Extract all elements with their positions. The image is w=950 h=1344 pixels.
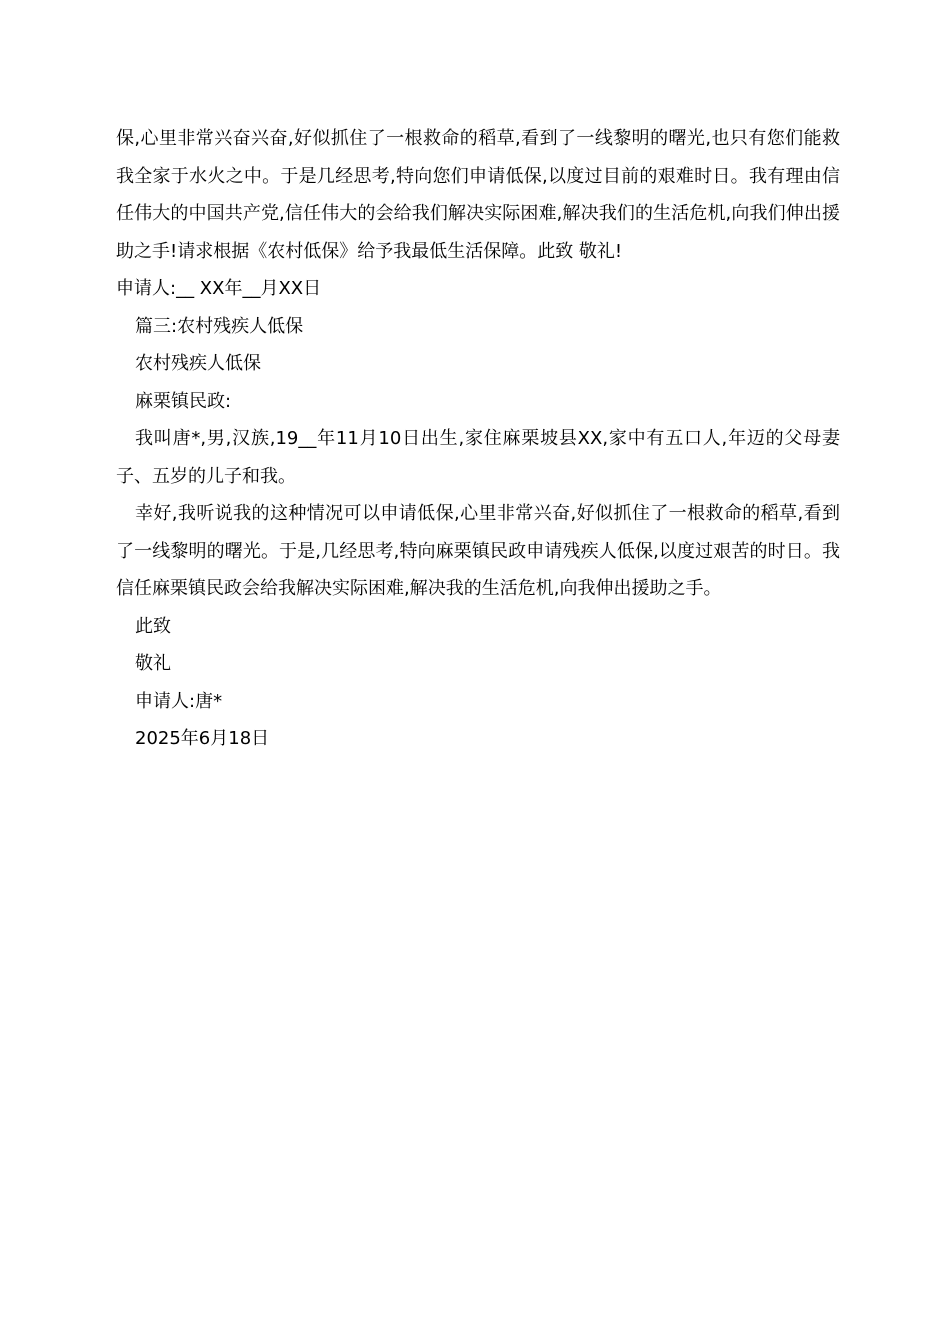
previous-letter-paragraph: 保,心里非常兴奋兴奋,好似抓住了一根救命的稻草,看到了一线黎明的曙光,也只有您们能救我全家于水火之中。于是几经思考,特向您们申请低保,以度过目前的艰难时日。我有理由信任伟大的中国共产党,信任伟大的会给我们解决实际困难,解决我们的生活危机,向我们伸出援助之手!请求根据《农村低保》给予我最低生活保障。此致 敬礼! <box>116 128 840 262</box>
letter-salutation: 麻栗镇民政: <box>135 390 232 412</box>
letter-signature: 申请人:唐* <box>135 690 223 712</box>
letter-paragraph-intro: 我叫唐*,男,汉族,19__年11月10日出生,家住麻栗坡县XX,家中有五口人,年迈的父母妻子、五岁的儿子和我。 <box>116 428 840 487</box>
previous-letter-signature: 申请人:__ XX年__月XX日 <box>116 278 322 299</box>
letter-date: 2025年6月18日 <box>135 728 270 749</box>
letter-title: 农村残疾人低保 <box>135 353 261 374</box>
section-title: 篇三:农村残疾人低保 <box>135 315 304 337</box>
document-body <box>116 120 840 758</box>
letter-paragraph-request: 幸好,我听说我的这种情况可以申请低保,心里非常兴奋,好似抓住了一根救命的稻草,看到了一线黎明的曙光。于是,几经思考,特向麻栗镇民政申请残疾人低保,以度过艰苦的时日。我信任麻栗镇民政会给我解决实际困难,解决我的生活危机,向我伸出援助之手。 <box>116 503 840 599</box>
letter-closing-jingli: 敬礼 <box>135 653 171 674</box>
letter-closing-cizhi: 此致 <box>135 615 171 637</box>
